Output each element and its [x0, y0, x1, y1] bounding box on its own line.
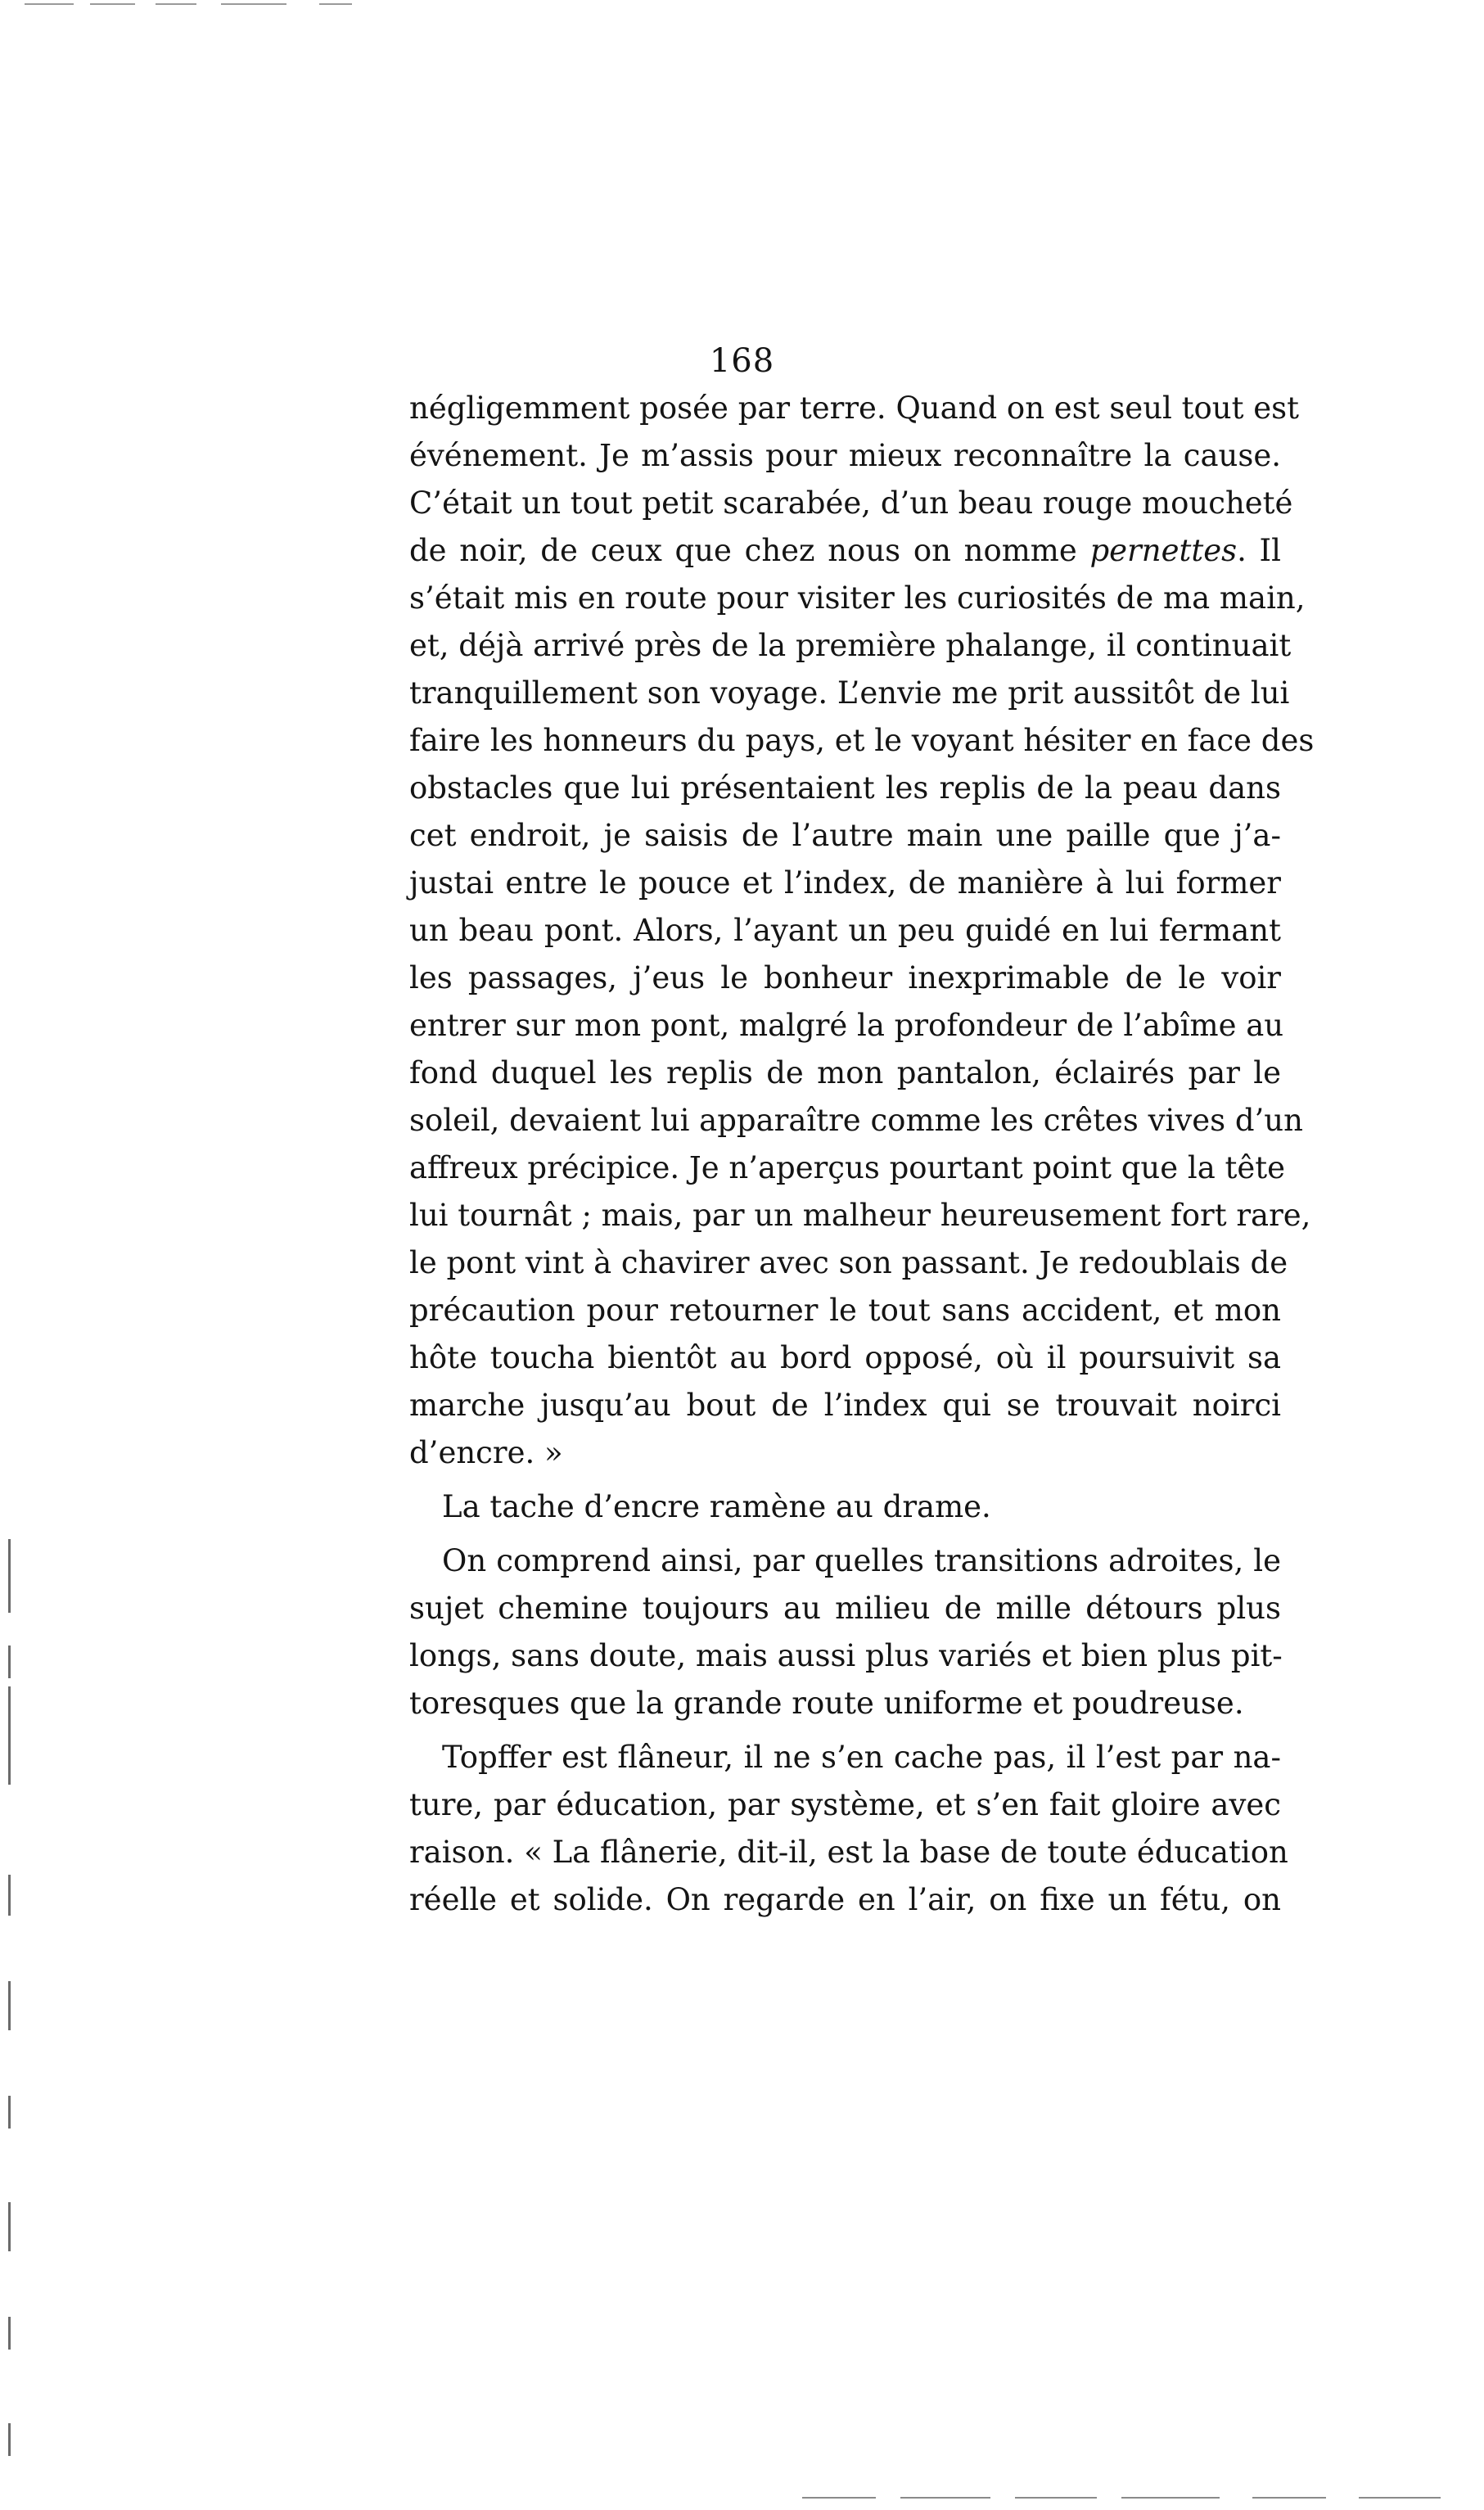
scan-artifact-bottom-6 — [1359, 2497, 1441, 2499]
text-line: raison. « La flânerie, dit-il, est la base de toute éducation — [409, 1835, 1288, 1870]
text-line: un beau pont. Alors, l’ayant un peu guidé en lui fermant — [409, 913, 1281, 948]
text-line: soleil, devaient lui apparaître comme les crêtes vives d’un — [409, 1103, 1303, 1138]
text-line: ture, par éducation, par système, et s’en fait gloire avec — [409, 1787, 1281, 1822]
scan-artifact-bottom-1 — [802, 2497, 876, 2499]
scan-artifact-bottom-4 — [1121, 2497, 1220, 2499]
paragraph — [409, 1537, 1281, 1727]
text-line: de noir, de ceux que chez nous on nomme pernettes. Il — [409, 533, 1281, 568]
text-line: longs, sans doute, mais aussi plus variés et bien plus pit- — [409, 1638, 1283, 1673]
text-line: cet endroit, je saisis de l’autre main une paille que j’a- — [409, 818, 1281, 853]
text-line: toresques que la grande route uniforme et poudreuse. — [409, 1686, 1244, 1721]
text-line: fond duquel les replis de mon pantalon, éclairés par le — [409, 1055, 1281, 1090]
scan-artifact-top-1 — [25, 3, 74, 5]
italic-term: pernettes — [1089, 533, 1238, 568]
text-line: négligemment posée par terre. Quand on est seul tout est — [409, 390, 1299, 426]
text-line: d’encre. » — [409, 1435, 563, 1470]
scan-artifact-left-4 — [8, 1875, 11, 1916]
scan-artifact-top-3 — [156, 3, 196, 5]
scan-artifact-top-4 — [221, 3, 286, 5]
scan-artifact-top-2 — [90, 3, 135, 5]
text-line: La tache d’encre ramène au drame. — [442, 1489, 991, 1524]
scan-artifact-left-7 — [8, 2202, 11, 2251]
text-line: affreux précipice. Je n’aperçus pourtant point que la tête — [409, 1150, 1286, 1185]
scan-artifact-left-9 — [8, 2423, 11, 2456]
scan-artifact-left-5 — [8, 1981, 11, 2030]
scan-artifact-left-2 — [8, 1645, 11, 1678]
scan-artifact-bottom-5 — [1252, 2497, 1326, 2499]
page-number: 168 — [709, 342, 775, 380]
scan-artifact-left-3 — [8, 1686, 11, 1785]
paragraph-gap — [409, 1727, 1281, 1734]
text-line: Topffer est flâneur, il ne s’en cache pas, il l’est par na- — [442, 1740, 1281, 1775]
scan-artifact-left-8 — [8, 2317, 11, 2350]
scan-artifact-left-1 — [8, 1539, 11, 1613]
text-line: hôte toucha bientôt au bord opposé, où il poursuivit sa — [409, 1340, 1281, 1375]
text-line: faire les honneurs du pays, et le voyant hésiter en face des — [409, 723, 1315, 758]
text-line: les passages, j’eus le bonheur inexprimable de le voir — [409, 960, 1281, 995]
text-line: s’était mis en route pour visiter les curiosités de ma main, — [409, 580, 1306, 616]
text-line: On comprend ainsi, par quelles transitions adroites, le — [442, 1543, 1281, 1578]
text-line: tranquillement son voyage. L’envie me prit aussitôt de lui — [409, 675, 1290, 711]
text-line: obstacles que lui présentaient les replis de la peau dans — [409, 770, 1281, 806]
text-line: entrer sur mon pont, malgré la profondeur de l’abîme au — [409, 1008, 1284, 1043]
scan-artifact-left-6 — [8, 2096, 11, 2129]
paragraph-gap — [409, 1531, 1281, 1537]
scan-artifact-bottom-2 — [900, 2497, 990, 2499]
paragraph — [409, 1734, 1288, 1924]
text-line: précaution pour retourner le tout sans accident, et mon — [409, 1293, 1281, 1328]
paragraph-gap — [409, 1477, 1281, 1483]
text-line: justai entre le pouce et l’index, de manière à lui former — [409, 865, 1281, 901]
paragraph — [409, 385, 1315, 1477]
text-line: le pont vint à chavirer avec son passant. Je redoublais de — [409, 1245, 1288, 1280]
text-line: sujet chemine toujours au milieu de mille détours plus — [409, 1591, 1281, 1626]
text-line: C’était un tout petit scarabée, d’un beau rouge moucheté — [409, 485, 1293, 521]
text-line: et, déjà arrivé près de la première phalange, il continuait — [409, 628, 1292, 663]
scan-artifact-top-5 — [319, 3, 352, 5]
body-text — [409, 385, 1315, 1924]
paragraph — [409, 1483, 1281, 1531]
scan-artifact-bottom-3 — [1015, 2497, 1097, 2499]
text-line: lui tournât ; mais, par un malheur heureusement fort rare, — [409, 1198, 1311, 1233]
text-line: marche jusqu’au bout de l’index qui se trouvait noirci — [409, 1388, 1281, 1423]
text-line: réelle et solide. On regarde en l’air, on fixe un fétu, on — [409, 1882, 1281, 1917]
text-line: événement. Je m’assis pour mieux reconnaître la cause. — [409, 438, 1281, 473]
